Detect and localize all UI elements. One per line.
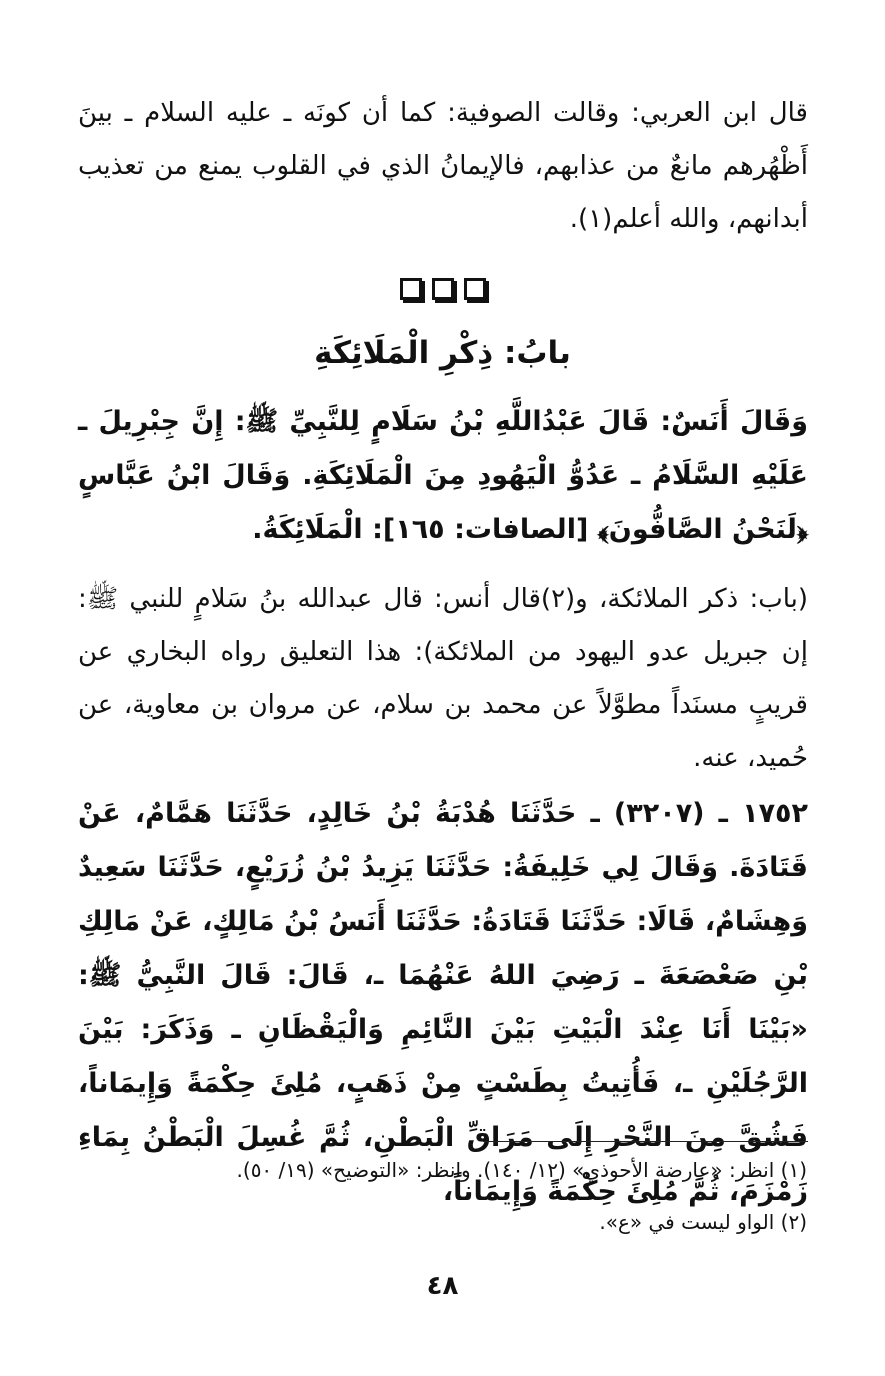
commentary-paragraph: (باب: ذكر الملائكة، و(٢)قال أنس: قال عبدالله بنُ سَلامٍ للنبي ﷺ: إن جبريل عدو اليهود من الملائكة): هذا التعليق رواه البخاري عن قريبٍ مسنَداً مطوَّلاً عن محمد بن سلام، عن مروان بن معاوية، عن حُميد، عنه. [78, 584, 808, 773]
footnote-1: (١) انظر: «عارضة الأحوذي» (١٢/ ١٤٠). وانظر: «التوضيح» (١٩/ ٥٠). [236, 1158, 807, 1182]
section-separator [0, 278, 885, 300]
chapter-title: بابُ: ذِكْرِ الْمَلَائِكَةِ [314, 335, 571, 371]
hadith-paragraph: ١٧٥٢ ـ (٣٢٠٧) ـ حَدَّثَنَا هُدْبَةُ بْنُ خَالِدٍ، حَدَّثَنَا هَمَّامٌ، عَنْ قَتَادَةَ. وَقَالَ لِي خَلِيفَةُ: حَدَّثَنَا يَزِيدُ بْنُ زُرَيْعٍ، حَدَّثَنَا سَعِيدٌ وَهِشَامٌ، قَالَا: حَدَّثَنَا قَتَادَةُ: حَدَّثَنَا أَنَسُ بْنُ مَالِكٍ، عَنْ مَالِكِ بْنِ صَعْصَعَةَ ـ رَضِيَ اللهُ عَنْهُمَا ـ، قَالَ: قَالَ النَّبِيُّ ﷺ: «بَيْنَا أَنَا عِنْدَ الْبَيْتِ بَيْنَ النَّائِمِ وَالْيَقْظَانِ ـ وَذَكَرَ: بَيْنَ الرَّجُلَيْنِ ـ، فَأُتِيتُ بِطَسْتٍ مِنْ ذَهَبٍ، مُلِئَ حِكْمَةً وَإِيمَاناً، فَشُقَّ مِنَ النَّحْرِ إِلَى مَرَاقِّ الْبَطْنِ، ثُمَّ غُسِلَ الْبَطْنُ بِمَاءِ زَمْزَمَ، ثُمَّ مُلِئَ حِكْمَةً وَإِيمَاناً، [78, 798, 809, 1207]
page-number: ٤٨ [426, 1271, 459, 1301]
separator-square-icon [432, 278, 454, 300]
bukhari-text-paragraph: وَقَالَ أَنَسٌ: قَالَ عَبْدُاللَّهِ بْنُ سَلَامٍ لِلنَّبِيِّ ﷺ: إِنَّ جِبْرِيلَ ـ عَلَيْهِ السَّلَامُ ـ عَدُوُّ الْيَهُودِ مِنَ الْمَلَائِكَةِ. وَقَالَ ابْنُ عَبَّاسٍ ﴿لَنَحْنُ الصَّافُّونَ﴾ [الصافات: ١٦٥]: الْمَلَائِكَةُ. [78, 406, 808, 545]
footnote-2: (٢) الواو ليست في «ع». [599, 1210, 807, 1234]
footnote-divider [483, 1141, 808, 1142]
separator-square-icon [400, 278, 422, 300]
intro-paragraph: قال ابن العربي: وقالت الصوفية: كما أن كونَه ـ عليه السلام ـ بينَ أَظْهُرهم مانعٌ من عذابهم، فالإيمانُ الذي في القلوب يمنع من تعذيب أبدانهم، والله أعلم(١). [78, 98, 808, 234]
separator-square-icon [464, 278, 486, 300]
